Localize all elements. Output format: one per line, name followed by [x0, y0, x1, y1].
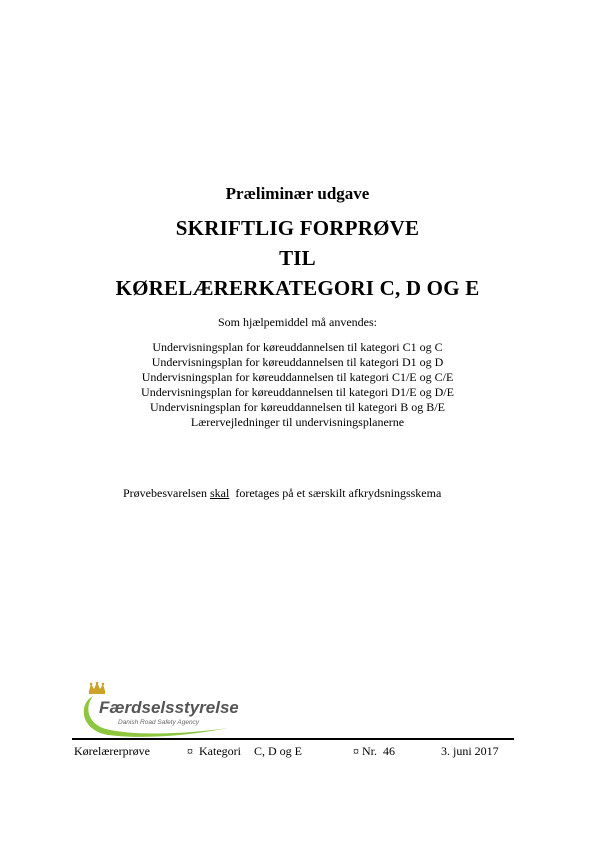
- document-title-line-2: TIL: [279, 246, 316, 270]
- document-title-line-3: KØRELÆRERKATEGORI C, D OG E: [115, 276, 480, 300]
- footer-date: 3. juni 2017: [441, 744, 499, 758]
- agency-logo: [78, 682, 238, 738]
- edition-subtitle: Præliminær udgave: [225, 184, 370, 203]
- aid-item: Undervisningsplan for køreuddannelsen til kategori D1/E og D/E: [141, 385, 454, 399]
- aid-item: Lærervejledninger til undervisningsplanerne: [190, 415, 405, 429]
- aid-item: Undervisningsplan for køreuddannelsen til kategori C1/E og C/E: [141, 370, 454, 384]
- document-title-line-1: SKRIFTLIG FORPRØVE: [175, 216, 420, 240]
- footer-number: ¤ Nr. 46: [353, 744, 395, 758]
- logo-wordmark: Færdselsstyrelsen: [99, 698, 238, 717]
- footer-category-label: ¤ Kategori: [187, 744, 241, 758]
- aid-item: Undervisningsplan for køreuddannelsen til kategori C1 og C: [152, 340, 443, 354]
- instruction-text-end: foretages på et særskilt afkrydsningsskema: [229, 486, 442, 500]
- logo-tagline: Danish Road Safety Agency: [118, 719, 200, 726]
- allowed-aids-heading: Som hjælpemiddel må anvendes:: [218, 315, 377, 329]
- crown-icon: [89, 682, 105, 694]
- instruction-text-start: Prøvebesvarelsen: [123, 486, 210, 500]
- aid-item: Undervisningsplan for køreuddannelsen til kategori B og B/E: [150, 400, 445, 414]
- instruction-emphasis: skal: [209, 486, 230, 500]
- footer-category-value: C, D og E: [254, 744, 302, 758]
- footer-test-name: Kørelærerprøve: [74, 744, 150, 758]
- aid-item: Undervisningsplan for køreuddannelsen til kategori D1 og D: [151, 355, 444, 369]
- agency-logo-graphic: [78, 682, 238, 738]
- allowed-aids-list: [0, 340, 595, 430]
- footer-rule: [72, 738, 514, 740]
- answer-instruction: [123, 486, 441, 501]
